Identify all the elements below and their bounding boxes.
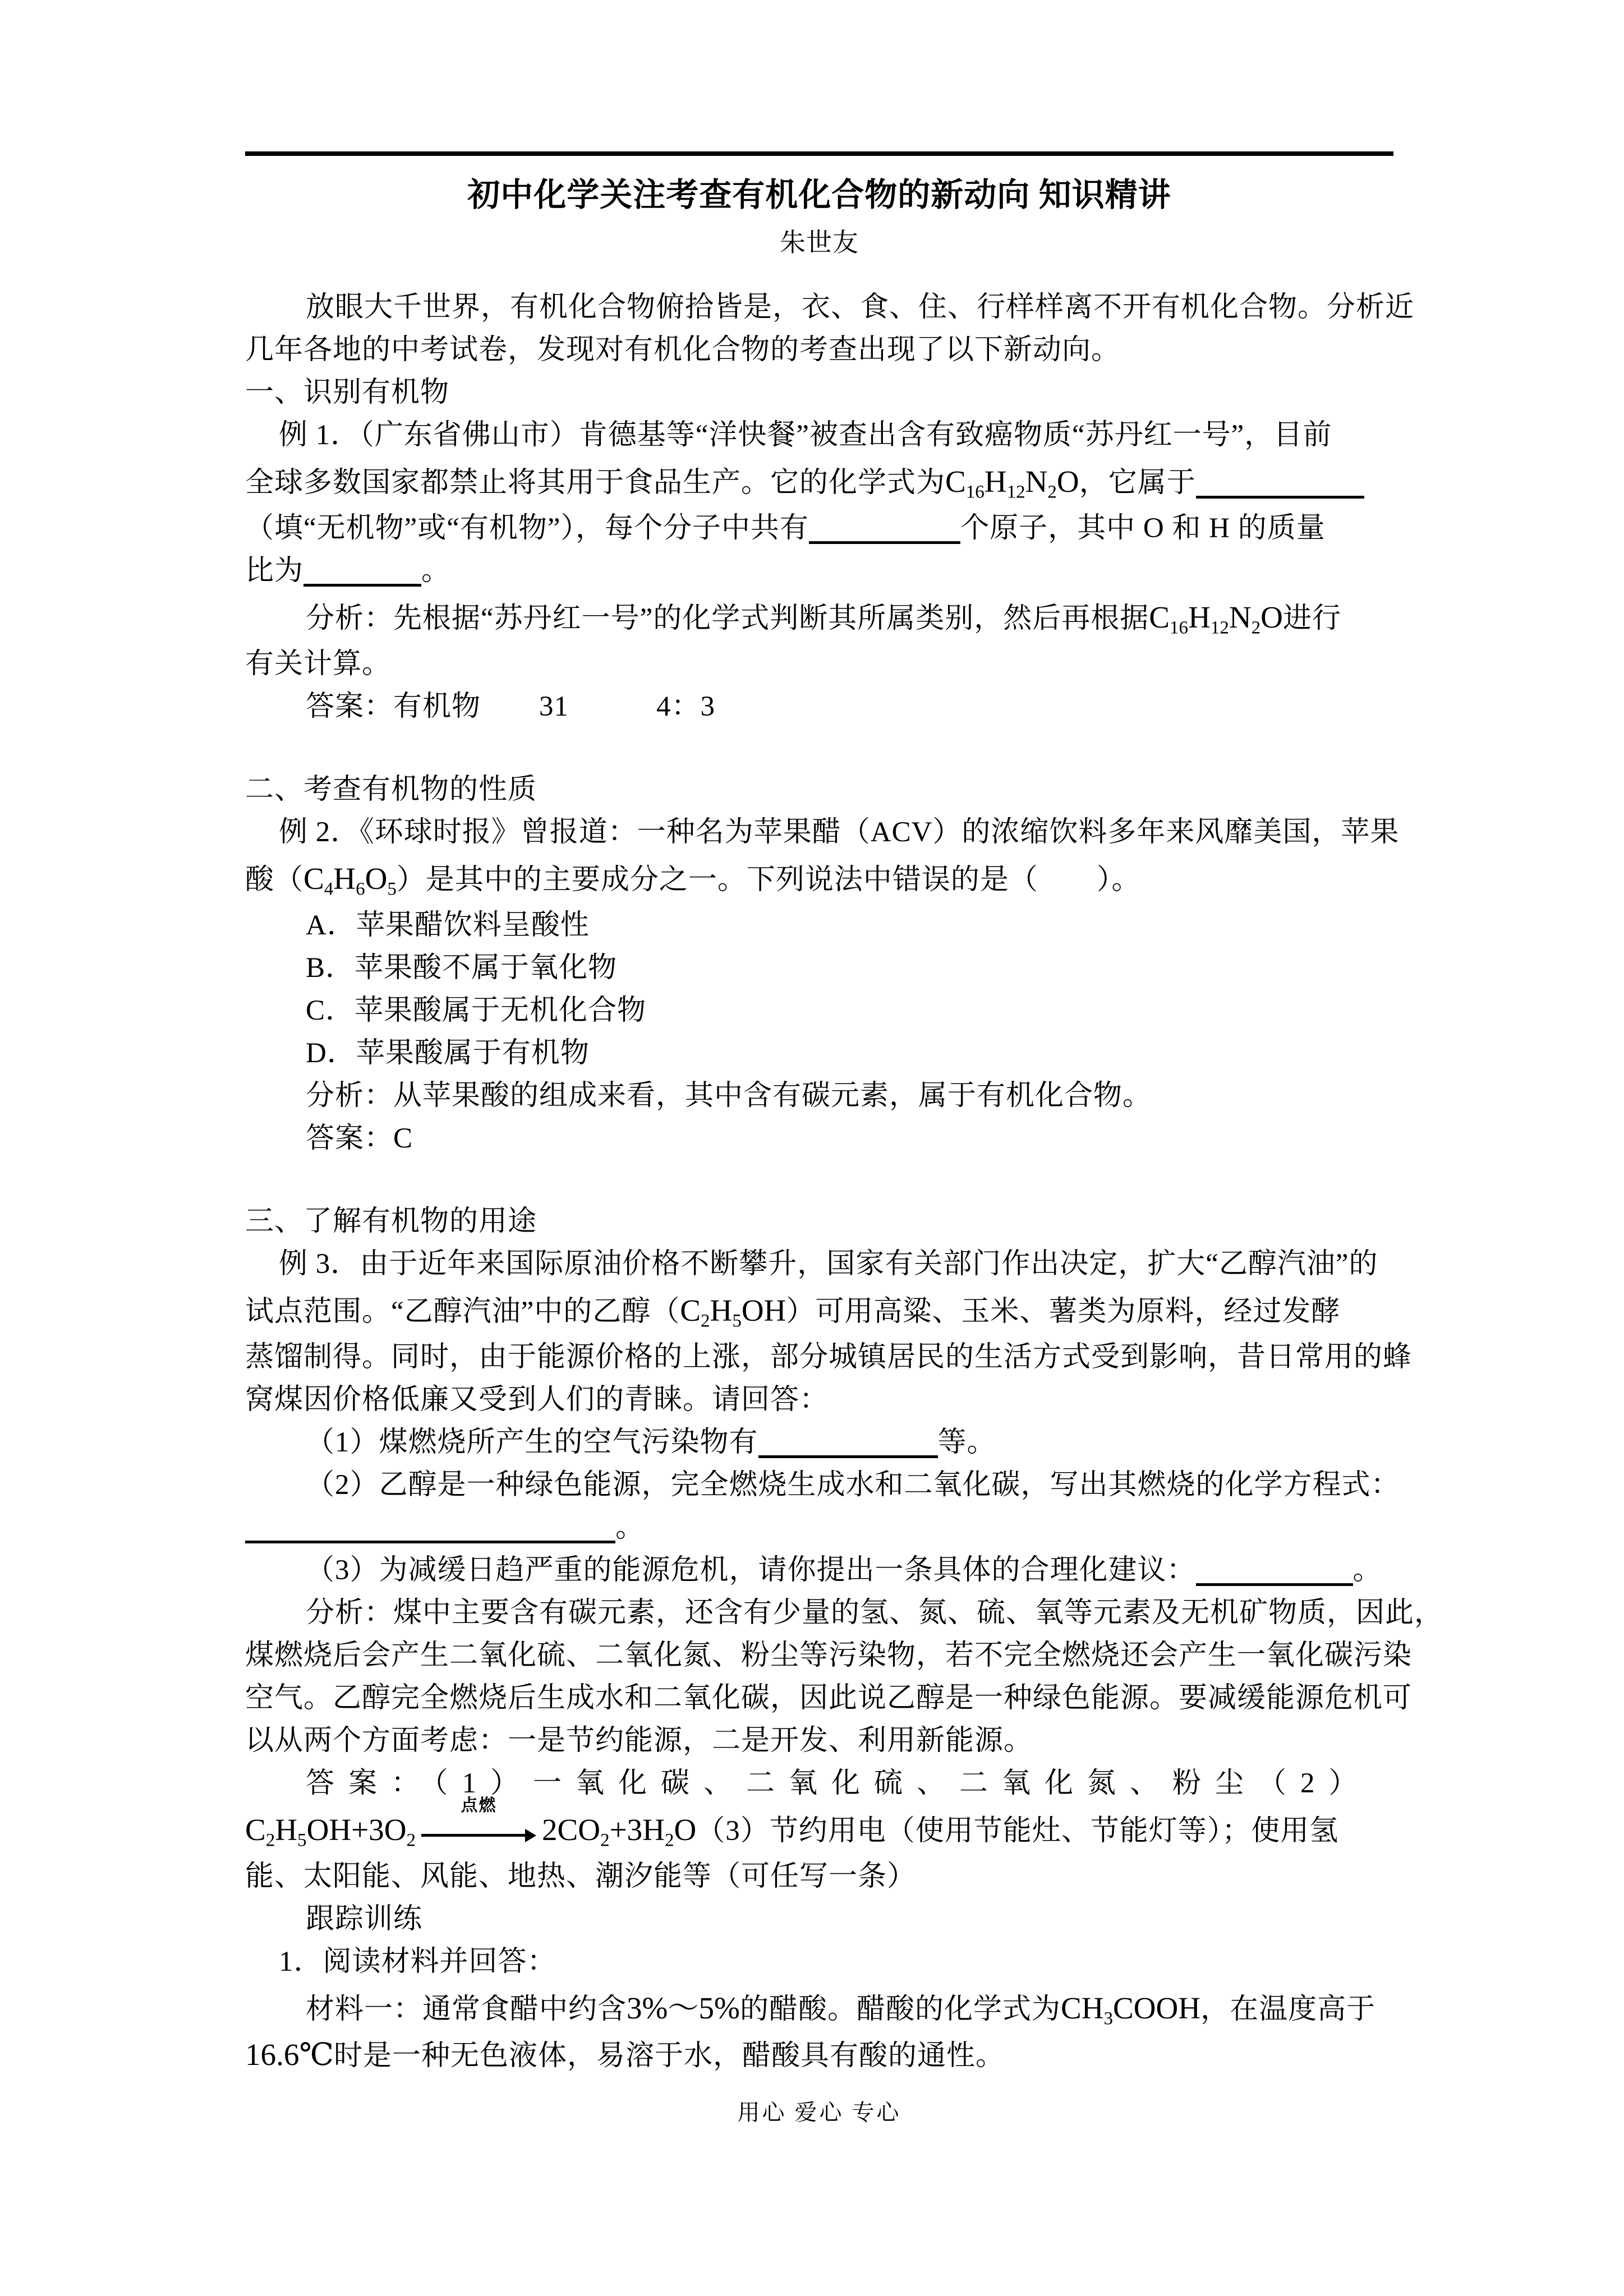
example3-analysis-2 (245, 1634, 1423, 1677)
example3-analysis-1 (245, 1592, 1444, 1634)
example1-analysis-1 (245, 592, 1423, 643)
text-run: 酸（ (245, 864, 304, 896)
text-run: 分析：从苹果酸的组成来看，其中含有碳元素，属于有机化合物。 (306, 1080, 1152, 1112)
chemical-formula: $C_{16}H_{12}N_2O$ (1149, 600, 1283, 638)
text-run: 例 1．（广东省佛山市）肯德基等“洋快餐”被查出含有致癌物质“苏丹红一号”，目前 (279, 419, 1332, 451)
question-2 (245, 1464, 1423, 1506)
text-run: 二、考查有机物的性质 (245, 774, 537, 805)
text-run: 全球多数国家都禁止将其用于食品生产。它的化学式为 (245, 467, 946, 499)
text-run: 有关计算。 (245, 648, 392, 680)
gap (245, 1160, 1423, 1200)
text-run: 的醋酸。醋酸的化学式为 (739, 1994, 1061, 2025)
fill-blank-underline (1196, 489, 1364, 499)
text-run: B．苹果酸不属于氧化物 (306, 952, 618, 984)
material-1-line-2 (245, 2034, 1423, 2076)
text-run: 。 (615, 1512, 645, 1543)
author-name: 朱世友 (780, 228, 859, 257)
text-run: 以从两个方面考虑：一是节约能源，二是开发、利用新能源。 (245, 1725, 1033, 1756)
text-run: 时是一种无色液体，易溶于水，醋酸具有酸的通性。 (334, 2040, 1005, 2072)
chemical-formula: $C_2H_5OH+3O_2$ (245, 1813, 416, 1851)
chemical-formula: 3%～5% (627, 1991, 740, 2025)
arrow-shaft (421, 1834, 532, 1837)
option-d (245, 1032, 1423, 1075)
chemical-formula: 16.6℃ (245, 2037, 334, 2072)
chemical-formula: $2CO_2+3H_2O$ (542, 1813, 697, 1851)
text-run: （3）为减缓日趋严重的能源危机，请你提出一条具体的合理化建议： (306, 1555, 1196, 1586)
text-run: 能、太阳能、风能、地热、潮汐能等（可任写一条） (245, 1861, 917, 1892)
text-run: 。 (1352, 1555, 1382, 1586)
text-run: 。 (421, 555, 451, 587)
example1-line-1 (245, 414, 1423, 457)
chemical-formula: $C_2H_5OH$ (680, 1293, 786, 1331)
example2-line-1 (245, 811, 1423, 854)
fill-blank-underline (809, 534, 960, 544)
chemical-formula: $C_{16}H_{12}N_2O$ (945, 464, 1079, 502)
section-heading-3 (245, 1200, 1423, 1243)
example1-line-3 (245, 507, 1423, 550)
text-run: 窝煤因价格低廉又受到人们的青睐。请回答： (245, 1384, 829, 1416)
example3-answer-equation (245, 1796, 1423, 1855)
text-run: 三、了解有机物的用途 (245, 1206, 537, 1237)
arrow-head (525, 1829, 536, 1842)
example3-answer-2 (245, 1855, 1423, 1898)
fill-blank-underline (1196, 1576, 1353, 1586)
text-run: ，它属于 (1079, 467, 1196, 499)
text-run: 答案：C (306, 1123, 413, 1154)
fill-blank-underline (245, 1534, 615, 1543)
text-run: 进行 (1282, 603, 1341, 634)
text-run: A．苹果醋饮料呈酸性 (306, 910, 590, 941)
document-content (245, 168, 1444, 2132)
option-c (245, 989, 1423, 1032)
example1-line-4 (245, 550, 1423, 592)
text-run: （1）煤燃烧所产生的空气污染物有 (306, 1427, 758, 1458)
text-run: 分析：先根据“苏丹红一号”的化学式判断其所属类别，然后再根据 (306, 603, 1149, 634)
text-run: ，在温度高于 (1200, 1994, 1376, 2025)
example1-line-2 (245, 457, 1423, 507)
question-3 (245, 1549, 1423, 1592)
header-rule (245, 151, 1393, 156)
reaction-condition-label: 点燃 (461, 1796, 497, 1815)
text-run: 答案：有机物 31 4：3 (306, 691, 716, 722)
option-a (245, 904, 1423, 947)
exercise-1 (245, 1940, 1423, 1983)
follow-up-heading (245, 1898, 1423, 1940)
reaction-arrow (421, 1796, 536, 1848)
text-run: （3）节约用电（使用节能灶、节能灯等）；使用氢 (696, 1815, 1339, 1847)
example2-analysis (245, 1075, 1423, 1117)
example3-line-3 (245, 1336, 1423, 1378)
intro-line-2 (245, 329, 1423, 371)
gap (245, 728, 1423, 768)
text-run: 个原子，其中 O 和 H 的质量 (960, 513, 1326, 544)
question-1 (245, 1421, 1423, 1464)
example2-line-2 (245, 854, 1423, 904)
document-lines (245, 286, 1444, 2076)
text-run: 一、识别有机物 (245, 377, 450, 408)
text-run: C．苹果酸属于无机化合物 (306, 995, 647, 1026)
text-run: 空气。乙醇完全燃烧后生成水和二氧化碳，因此说乙醇是一种绿色能源。要减缓能源危机可 (245, 1682, 1413, 1714)
text-run: （2）乙醇是一种绿色能源，完全燃烧生成水和二氧化碳，写出其燃烧的化学方程式： (306, 1469, 1400, 1501)
example2-answer (245, 1117, 1423, 1160)
text-run: 放眼大千世界，有机化合物俯拾皆是，衣、食、住、行样样离不开有机化合物。分析近 (306, 292, 1415, 323)
fill-blank-underline (303, 577, 421, 587)
section-heading-2 (245, 768, 1423, 811)
question-2-blank (245, 1506, 1423, 1549)
chemical-formula: $CH_3COOH$ (1060, 1991, 1201, 2029)
option-b (245, 947, 1423, 989)
text-run: 例 2．《环球时报》曾报道：一种名为苹果醋（ACV）的浓缩饮料多年来风靡美国，苹果 (279, 817, 1400, 848)
fill-blank-underline (758, 1449, 938, 1458)
text-run: 材料一：通常食醋中约含 (306, 1994, 627, 2025)
page-title: 初中化学关注考查有机化合物的新动向 知识精讲 (467, 177, 1171, 213)
text-run: 比为 (245, 555, 304, 587)
text-run: 等。 (937, 1427, 996, 1458)
text-run: 蒸馏制得。同时，由于能源价格的上涨，部分城镇居民的生活方式受到影响，昔日常用的蜂 (245, 1341, 1413, 1373)
spacer (245, 264, 1423, 286)
chemical-formula: $C_4H_6O_5$ (303, 861, 397, 900)
example1-answer (245, 685, 1423, 728)
text-run: （填“无机物”或“有机物”），每个分子中共有 (245, 513, 809, 544)
material-1-line-1 (245, 1983, 1423, 2034)
text-run: D．苹果酸属于有机物 (306, 1038, 590, 1069)
intro-line-1 (245, 286, 1423, 329)
example1-analysis-2 (245, 643, 1423, 685)
example3-line-1 (245, 1243, 1423, 1285)
text-run: 跟踪训练 (306, 1903, 423, 1935)
text-run: 分析：煤中主要含有碳元素，还含有少量的氢、氮、硫、氧等元素及无机矿物质，因此， (306, 1597, 1444, 1629)
example3-analysis-4 (245, 1719, 1423, 1762)
text-run: 试点范围。“乙醇汽油”中的乙醇（ (245, 1296, 680, 1327)
example3-line-2 (245, 1285, 1423, 1336)
text-run: 例 3．由于近年来国际原油价格不断攀升，国家有关部门作出决定，扩大“乙醇汽油”的 (279, 1248, 1378, 1280)
example3-analysis-3 (245, 1677, 1423, 1719)
text-run: 煤燃烧后会产生二氧化硫、二氧化氮、粉尘等污染物，若不完全燃烧还会产生一氧化碳污染 (245, 1640, 1413, 1671)
example3-line-4 (245, 1378, 1423, 1421)
text-run: ）是其中的主要成分之一。下列说法中错误的是（ ）。 (396, 864, 1141, 896)
text-run: 几年各地的中考试卷，发现对有机化合物的考查出现了以下新动向。 (245, 334, 1121, 366)
text-run: 答案：（1）一氧化碳、二氧化硫、二氧化氮、粉尘（2） (306, 1768, 1372, 1799)
section-heading-1 (245, 371, 1423, 414)
text-run: 1．阅读材料并回答： (279, 1946, 556, 1977)
footer-motto: 用心 爱心 专心 (737, 2100, 901, 2125)
text-run: ）可用高粱、玉米、薯类为原料，经过发酵 (786, 1296, 1341, 1327)
